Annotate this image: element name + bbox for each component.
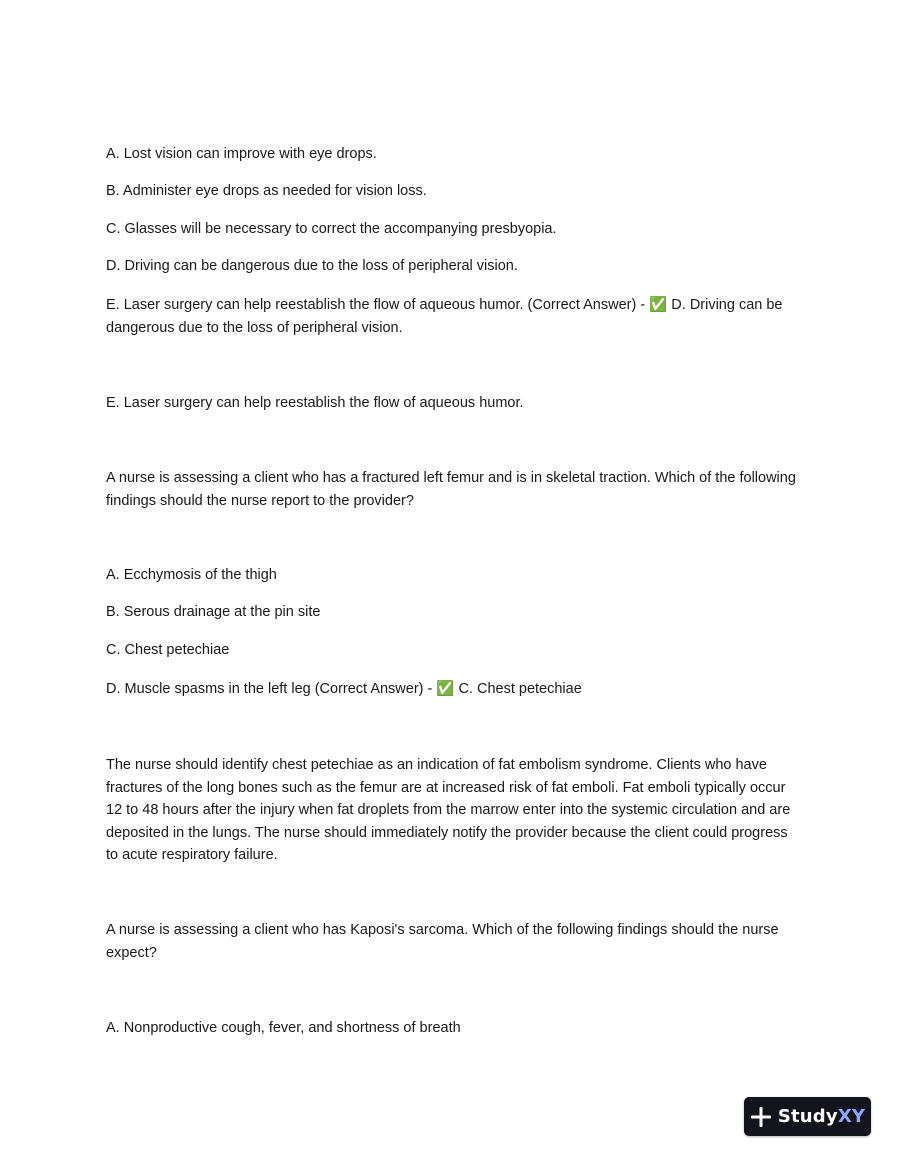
question-text: A nurse is assessing a client who has Kaposi's sarcoma. Which of the following findings should the nurse expect?	[106, 922, 779, 961]
answer-option-b: B. Administer eye drops as needed for vision loss.	[106, 183, 427, 199]
answer-option-a: A. Lost vision can improve with eye drops.	[106, 146, 377, 162]
answer-option-a: A. Ecchymosis of the thigh	[106, 567, 277, 583]
studyxy-logo-text	[778, 1106, 865, 1127]
logo-text-primary: Study	[777, 1106, 838, 1127]
answer-option-c: C. Glasses will be necessary to correct the accompanying presbyopia.	[106, 221, 557, 237]
answer-option-c: C. Chest petechiae	[106, 642, 230, 658]
rationale-text: The nurse should identify chest petechiae as an indication of fat embolism syndrome. Clients who have fractures of the long bones such as the femur are at increased risk of fat emboli. Fat emboli typically occur 12 to 48 hours after the injury when fat droplets from the marrow enter into the systemic circulation and are deposited in the lungs. The nurse should immediately notify the provider because the client could progress to acute respiratory failure.	[106, 757, 791, 863]
rationale-text: E. Laser surgery can help reestablish the flow of aqueous humor.	[106, 395, 524, 411]
answer-option-d-with-correct-answer: D. Muscle spasms in the left leg (Correct Answer) - ✅ C. Chest petechiae	[106, 681, 582, 697]
answer-option-b: B. Serous drainage at the pin site	[106, 604, 321, 620]
studyxy-logo-badge	[744, 1097, 871, 1136]
answer-option-e-with-correct-answer: E. Laser surgery can help reestablish the flow of aqueous humor. (Correct Answer) - ✅ D. Driving can be dangerous due to the loss of peripheral vision.	[106, 297, 783, 336]
logo-text-accent: XY	[837, 1106, 866, 1127]
answer-option-d: D. Driving can be dangerous due to the loss of peripheral vision.	[106, 258, 518, 274]
question-text: A nurse is assessing a client who has a fractured left femur and is in skeletal traction. Which of the following findings should the nurse report to the provider?	[106, 470, 796, 509]
plus-icon	[750, 1106, 772, 1128]
answer-option-a: A. Nonproductive cough, fever, and shortness of breath	[106, 1020, 461, 1036]
